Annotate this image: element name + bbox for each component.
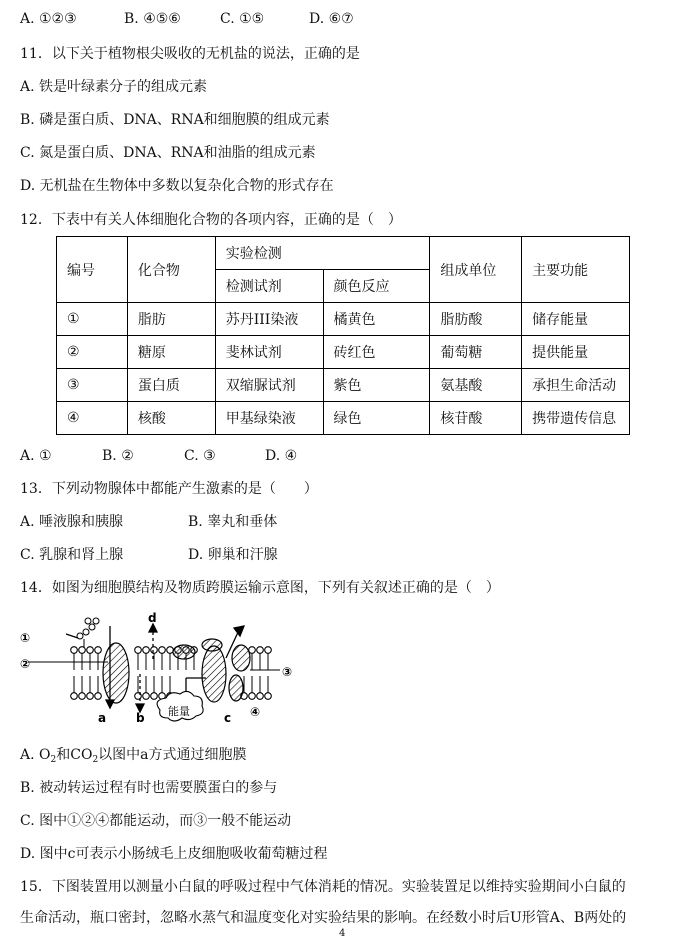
table-cell: ① [57, 303, 128, 336]
q12-stem: 12．下表中有关人体细胞化合物的各项内容，正确的是（ ） [20, 212, 402, 228]
q14-option-a-mid: 和CO [56, 747, 93, 763]
table-cell: 砖红色 [323, 336, 430, 369]
table-cell: 糖原 [127, 336, 215, 369]
q11-stem: 11．以下关于植物根尖吸收的无机盐的说法，正确的是 [20, 46, 360, 62]
q10-option-d[interactable]: D. ⑥⑦ [309, 11, 354, 27]
table-cell: 双缩脲试剂 [215, 369, 323, 402]
table-row [57, 369, 630, 402]
q12-option-d[interactable]: D. ④ [265, 448, 298, 464]
q11-option-d[interactable]: D. 无机盐在生物体中多数以复杂化合物的形式存在 [20, 178, 334, 194]
diagram-label-a: a [98, 711, 107, 724]
q10-options [20, 10, 354, 28]
q14-option-c[interactable]: C. 图中①②④都能运动，而③一般不能运动 [20, 813, 292, 829]
q13-stem: 13．下列动物腺体中都能产生激素的是（ ） [20, 481, 318, 497]
table-cell: 斐林试剂 [215, 336, 323, 369]
q13-options-row2 [20, 546, 278, 564]
q11-option-b[interactable]: B. 磷是蛋白质、DNA、RNA和细胞膜的组成元素 [20, 112, 330, 128]
diagram-label-2: ② [20, 657, 31, 671]
header-test-group: 实验检测 [215, 237, 430, 270]
table-cell: 核苷酸 [430, 402, 522, 435]
table-row [57, 336, 630, 369]
q10-option-c[interactable]: C. ①⑤ [220, 11, 265, 27]
table-row [57, 402, 630, 435]
table-cell: ④ [57, 402, 128, 435]
diagram-label-1: ① [20, 631, 31, 645]
page-number: 4 [339, 928, 346, 939]
q11-option-c[interactable]: C. 氮是蛋白质、DNA、RNA和油脂的组成元素 [20, 145, 316, 161]
diagram-label-3: ③ [282, 665, 293, 679]
header-compound: 化合物 [127, 237, 215, 303]
q13-options-row1 [20, 513, 277, 531]
q12-table [56, 236, 630, 435]
table-cell: 绿色 [323, 402, 430, 435]
table-cell: 承担生命活动 [522, 369, 630, 402]
q15-line-2: 生命活动，瓶口密封，忽略水蒸气和温度变化对实验结果的影响。在经数小时后U形管A、B两处的 [20, 910, 627, 926]
cell-membrane-diagram [18, 612, 303, 724]
table-cell: 紫色 [323, 369, 430, 402]
q14-option-b[interactable]: B. 被动转运过程有时也需要膜蛋白的参与 [20, 780, 278, 796]
header-reagent: 检测试剂 [215, 270, 323, 303]
table-cell: ② [57, 336, 128, 369]
q15-line-1: 15．下图装置用以测量小白鼠的呼吸过程中气体消耗的情况。实验装置足以维持实验期间小白鼠的 [20, 879, 626, 895]
table-row [57, 303, 630, 336]
q12-option-b[interactable]: B. ② [102, 448, 134, 464]
table-cell: 蛋白质 [127, 369, 215, 402]
header-id: 编号 [57, 237, 128, 303]
q12-options [20, 447, 297, 465]
table-cell: 提供能量 [522, 336, 630, 369]
table-cell: ③ [57, 369, 128, 402]
q12-option-c[interactable]: C. ③ [184, 448, 216, 464]
diagram-label-c: c [224, 711, 232, 724]
q13-option-a[interactable]: A. 唾液腺和胰腺 [20, 514, 124, 530]
table-cell: 携带遗传信息 [522, 402, 630, 435]
diagram-label-4: ④ [250, 705, 261, 719]
q13-option-c[interactable]: C. 乳腺和肾上腺 [20, 547, 124, 563]
q10-option-a[interactable]: A. ①②③ [20, 11, 77, 27]
table-cell: 氨基酸 [430, 369, 522, 402]
table-cell: 核酸 [127, 402, 215, 435]
table-cell: 脂肪 [127, 303, 215, 336]
q14-option-a-sub2: 2 [92, 755, 99, 765]
table-cell: 脂肪酸 [430, 303, 522, 336]
q14-option-a-sub1: 2 [50, 755, 57, 765]
diagram-label-d: d [148, 612, 157, 625]
table-cell: 甲基绿染液 [215, 402, 323, 435]
diagram-label-b: b [136, 711, 145, 724]
q10-option-b[interactable]: B. ④⑤⑥ [124, 11, 181, 27]
q13-option-d[interactable]: D. 卵巢和汗腺 [188, 547, 278, 563]
header-unit: 组成单位 [430, 237, 522, 303]
diagram-label-energy: 能量 [168, 705, 190, 718]
q14-option-a[interactable] [20, 746, 247, 769]
q14-option-a-pre: A. O [20, 747, 51, 763]
table-cell: 橘黄色 [323, 303, 430, 336]
q12-option-a[interactable]: A. ① [20, 448, 52, 464]
table-cell: 葡萄糖 [430, 336, 522, 369]
header-reaction: 颜色反应 [323, 270, 430, 303]
q13-option-b[interactable]: B. 睾丸和垂体 [188, 514, 278, 530]
q14-option-a-post: 以图中a方式通过细胞膜 [98, 747, 247, 763]
q14-stem: 14．如图为细胞膜结构及物质跨膜运输示意图，下列有关叙述正确的是（ ） [20, 580, 500, 596]
header-function: 主要功能 [522, 237, 630, 303]
q11-option-a[interactable]: A. 铁是叶绿素分子的组成元素 [20, 79, 208, 95]
q14-option-d[interactable]: D. 图中c可表示小肠绒毛上皮细胞吸收葡萄糖过程 [20, 846, 328, 862]
table-header-row [57, 237, 630, 270]
table-cell: 苏丹III染液 [215, 303, 323, 336]
table-cell: 储存能量 [522, 303, 630, 336]
